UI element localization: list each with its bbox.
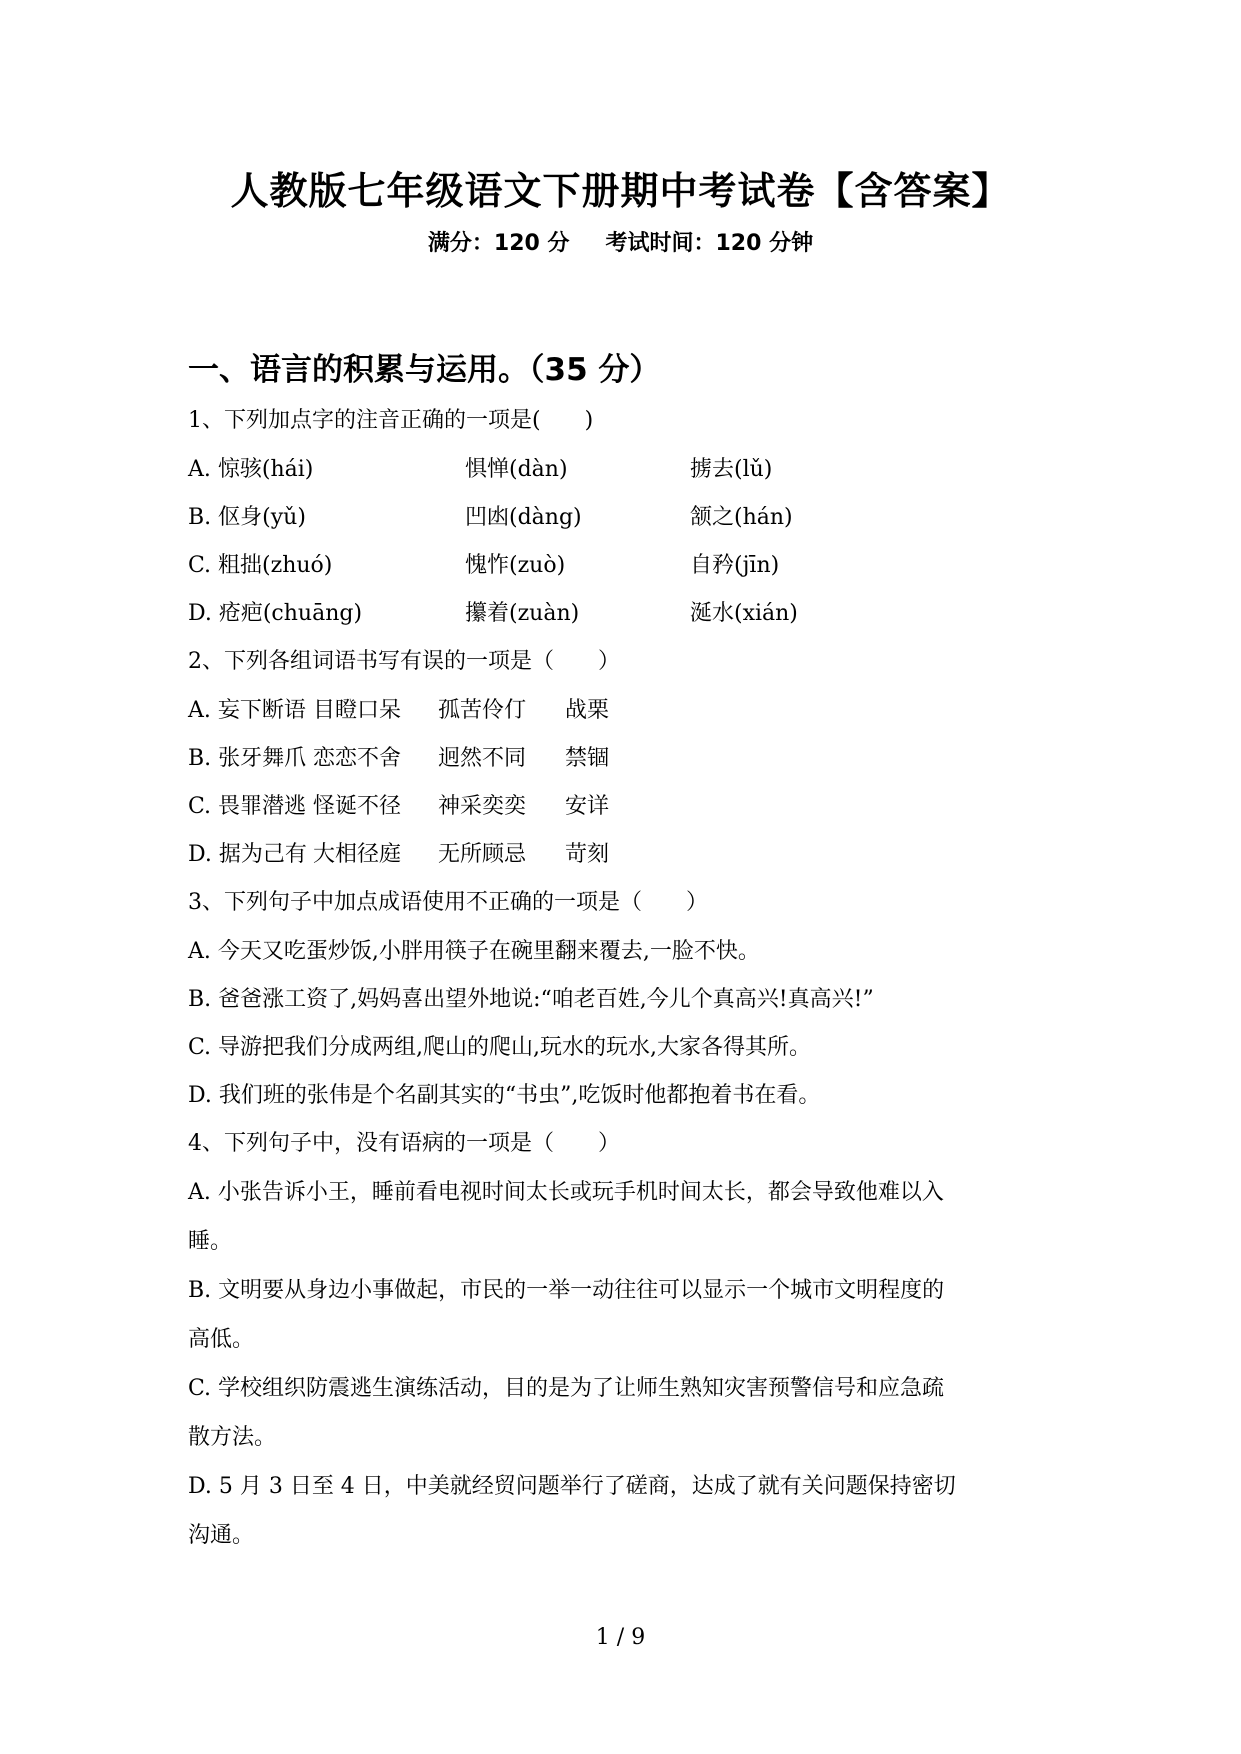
q2-option-d: [188, 840, 609, 870]
section-heading: 一、语言的积累与运用。（35 分）: [188, 352, 661, 388]
q2-d-word-4: 苛刻: [565, 842, 610, 867]
q2-option-b: [188, 744, 609, 774]
q1-option-d: D. 疮疤(chuāng): [188, 601, 363, 626]
question-2-stem: 2、下列各组词语书写有误的一项是（ ）: [188, 649, 620, 674]
q4-option-c: C. 学校组织防震逃生演练活动，目的是为了让师生熟知灾害预警信号和应急疏: [188, 1376, 945, 1401]
q1-option-b-3: 颔之(hán): [690, 505, 793, 530]
q3-option-a: A. 今天又吃蛋炒饭,小胖用筷子在碗里翻来覆去,一脸不快。: [188, 939, 760, 964]
q2-b-word-1: B. 张牙舞爪: [188, 746, 307, 771]
q1-option-a-2: 惧惮(dàn): [465, 457, 568, 482]
q2-d-word-2: 大相径庭: [313, 842, 402, 867]
question-4-stem: 4、下列句子中，没有语病的一项是（ ）: [188, 1131, 620, 1156]
q1-option-d-3: 涎水(xián): [690, 601, 798, 626]
q4-option-a-cont: 睡。: [188, 1229, 233, 1254]
q1-option-a-3: 掳去(lǔ): [690, 457, 773, 482]
q4-option-b: B. 文明要从身边小事做起，市民的一举一动往往可以显示一个城市文明程度的: [188, 1278, 945, 1303]
exam-meta: [0, 226, 1241, 257]
q3-option-c: C. 导游把我们分成两组,爬山的爬山,玩水的玩水,大家各得其所。: [188, 1035, 812, 1060]
q2-option-c: [188, 792, 609, 822]
q2-d-word-3: 无所顾忌: [438, 842, 527, 867]
q2-a-word-3: 孤苦伶仃: [438, 698, 527, 723]
q2-b-word-4: 禁锢: [565, 746, 610, 771]
q2-c-word-1: C. 畏罪潜逃: [188, 794, 307, 819]
q4-option-b-cont: 高低。: [188, 1327, 255, 1352]
q2-a-word-4: 战栗: [565, 698, 610, 723]
q1-option-b: B. 伛身(yǔ): [188, 505, 306, 530]
document-title: 人教版七年级语文下册期中考试卷【含答案】: [230, 169, 1011, 213]
q1-option-d-2: 攥着(zuàn): [465, 601, 580, 626]
q4-option-d-cont: 沟通。: [188, 1523, 255, 1548]
q2-a-word-2: 目瞪口呆: [313, 698, 402, 723]
q2-b-word-3: 迥然不同: [438, 746, 527, 771]
q3-option-d: D. 我们班的张伟是个名副其实的“书虫”,吃饭时他都抱着书在看。: [188, 1083, 821, 1108]
q1-option-a: A. 惊骇(hái): [188, 457, 314, 482]
q4-option-d: D. 5 月 3 日至 4 日，中美就经贸问题举行了磋商，达成了就有关问题保持密切: [188, 1474, 956, 1499]
q2-c-word-2: 怪诞不径: [313, 794, 402, 819]
q2-option-a: [188, 696, 609, 726]
q1-option-c-3: 自矜(jīn): [690, 553, 780, 578]
q2-c-word-4: 安详: [565, 794, 610, 819]
q1-option-c-2: 愧怍(zuò): [465, 553, 566, 578]
q4-option-a: A. 小张告诉小王，睡前看电视时间太长或玩手机时间太长，都会导致他难以入: [188, 1180, 944, 1205]
q2-c-word-3: 神采奕奕: [438, 794, 527, 819]
q4-option-c-cont: 散方法。: [188, 1425, 277, 1450]
q3-option-b: B. 爸爸涨工资了,妈妈喜出望外地说:“咱老百姓,今儿个真高兴!真高兴!”: [188, 987, 874, 1012]
page-number: 1 / 9: [595, 1625, 646, 1650]
q2-a-word-1: A. 妄下断语: [188, 698, 306, 723]
question-1-stem: 1、下列加点字的注音正确的一项是( ): [188, 408, 594, 433]
q1-option-b-2: 凹凼(dàng): [465, 505, 582, 530]
q2-d-word-1: D. 据为己有: [188, 842, 307, 867]
q2-b-word-2: 恋恋不舍: [313, 746, 402, 771]
question-3-stem: 3、下列句子中加点成语使用不正确的一项是（ ）: [188, 890, 708, 915]
full-score: 满分：120 分: [427, 231, 570, 256]
q1-option-c: C. 粗拙(zhuó): [188, 553, 333, 578]
exam-time: 考试时间：120 分钟: [605, 231, 814, 256]
